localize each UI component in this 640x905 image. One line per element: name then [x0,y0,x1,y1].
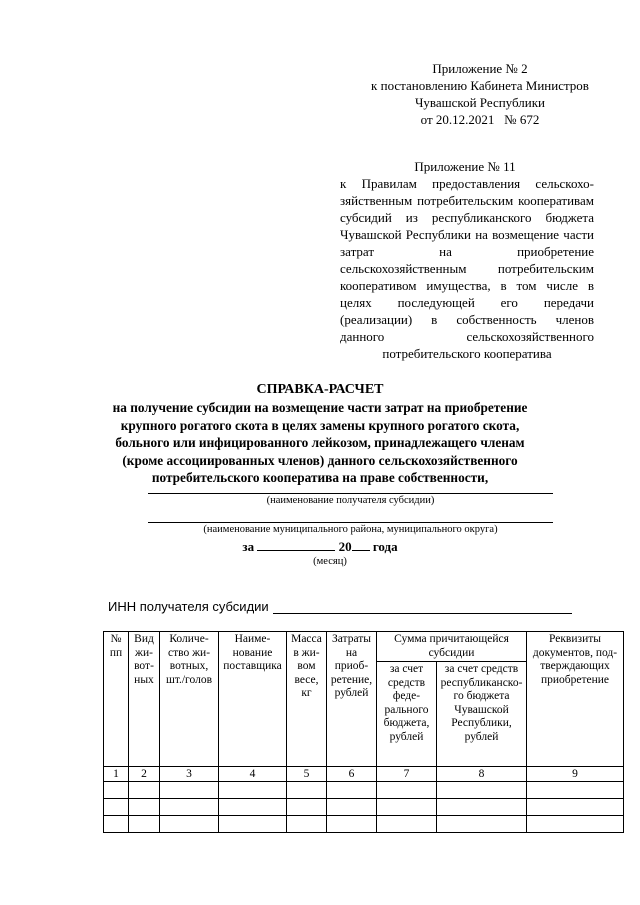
column-number: 9 [527,767,624,782]
header-federal-budget: за счет средств федерального бюджета, рублей [377,662,437,767]
period-suffix: года [372,539,398,554]
column-number: 7 [377,767,437,782]
table-cell[interactable] [287,816,327,833]
period-prefix: за [242,539,255,554]
table-cell[interactable] [219,782,287,799]
column-number: 1 [104,767,129,782]
recipient-name-line[interactable] [148,493,553,494]
district-caption: (наименование муниципального района, муниципального округа) [203,524,498,535]
period-line [100,539,540,554]
header-purchase-costs: Затраты на приобретeние, рублей [327,632,377,767]
table-cell[interactable] [527,782,624,799]
table-cell[interactable] [129,816,160,833]
annex-republic: Чувашской Республики [414,95,546,110]
table-cell[interactable] [160,799,219,816]
table-cell[interactable] [377,782,437,799]
table-cell[interactable] [287,799,327,816]
month-blank[interactable] [257,539,335,551]
table-cell[interactable] [104,782,129,799]
table-cell[interactable] [327,799,377,816]
table-cell[interactable] [377,816,437,833]
month-caption: (месяц) [313,556,347,567]
table-header-row [104,632,624,662]
table-cell[interactable] [160,782,219,799]
table-number-row [104,767,624,782]
header-subsidy-amount: Сумма причитающейся субсидии [377,632,527,662]
table-cell[interactable] [104,816,129,833]
subtitle-line: потребительского кооператива на праве собственности, [151,470,489,485]
header-supplier: Наименование поставщика [219,632,287,767]
table-cell[interactable] [437,799,527,816]
column-number: 6 [327,767,377,782]
table-cell[interactable] [437,816,527,833]
column-number: 5 [287,767,327,782]
table-cell[interactable] [129,799,160,816]
table-cell[interactable] [287,782,327,799]
header-animal-type: Вид животных [129,632,160,767]
document-subtitle [100,399,540,487]
table-cell[interactable] [104,799,129,816]
period-year: 20 [338,539,352,554]
table-cell[interactable] [437,782,527,799]
district-name-line[interactable] [148,522,553,523]
subtitle-line: на получение субсидии на возмещение части затрат на приобретение [112,400,528,415]
subtitle-line: больного или инфицированного лейкозом, принадлежащего членам [115,435,525,450]
subtitle-line: (кроме ассоциированных членов) данного сельскохозяйственного [122,452,518,468]
table-row[interactable] [104,799,624,816]
table-cell[interactable] [327,782,377,799]
annex11-title: Приложение № 11 [414,159,516,174]
column-number: 8 [437,767,527,782]
header-documents: Реквизиты документов, подтверждающих приобретение [527,632,624,767]
calculation-table [103,631,624,833]
annex-date: от 20.12.2021 № 672 [420,112,540,127]
table-cell[interactable] [527,816,624,833]
column-number: 3 [160,767,219,782]
column-number: 4 [219,767,287,782]
table-cell[interactable] [129,782,160,799]
subtitle-line: крупного рогатого скота в целях замены крупного рогатого скота, [120,417,520,433]
annex-header [330,60,630,128]
table-cell[interactable] [219,816,287,833]
header-live-weight: Масса в живом весе, кг [287,632,327,767]
header-number: № пп [104,632,129,767]
inn-label: ИНН получателя субсидии [108,599,269,614]
recipient-caption: (наименование получателя субсидии) [266,495,435,506]
annex11-body: к Правилам предоставления сельскохозяйственным потребительским кооперативам субсидий из республиканского бюджета Чувашской Республики на возмещение части затрат на приобретение сельскохозяйственным потребительским кооперативом имущества, в том числе в целях последующей его передачи (реализации) в собственность членов данного сельскохозяйственного потребительского кооператива [340,176,594,361]
annex-resolution: к постановлению Кабинета Министров [371,78,589,93]
table-cell[interactable] [160,816,219,833]
inn-field-line[interactable] [273,613,572,614]
annex-number: Приложение № 2 [432,61,528,76]
table-cell[interactable] [219,799,287,816]
table-cell[interactable] [527,799,624,816]
table-cell[interactable] [327,816,377,833]
table-row[interactable] [104,782,624,799]
year-blank[interactable] [352,539,370,551]
document-title: СПРАВКА-РАСЧЕТ [256,382,384,397]
table-cell[interactable] [377,799,437,816]
header-quantity: Количество животных, шт./голов [160,632,219,767]
header-republic-budget: за счет средств республиканского бюджета Чувашской Республики, рублей [437,662,527,767]
column-number: 2 [129,767,160,782]
table-row[interactable] [104,816,624,833]
